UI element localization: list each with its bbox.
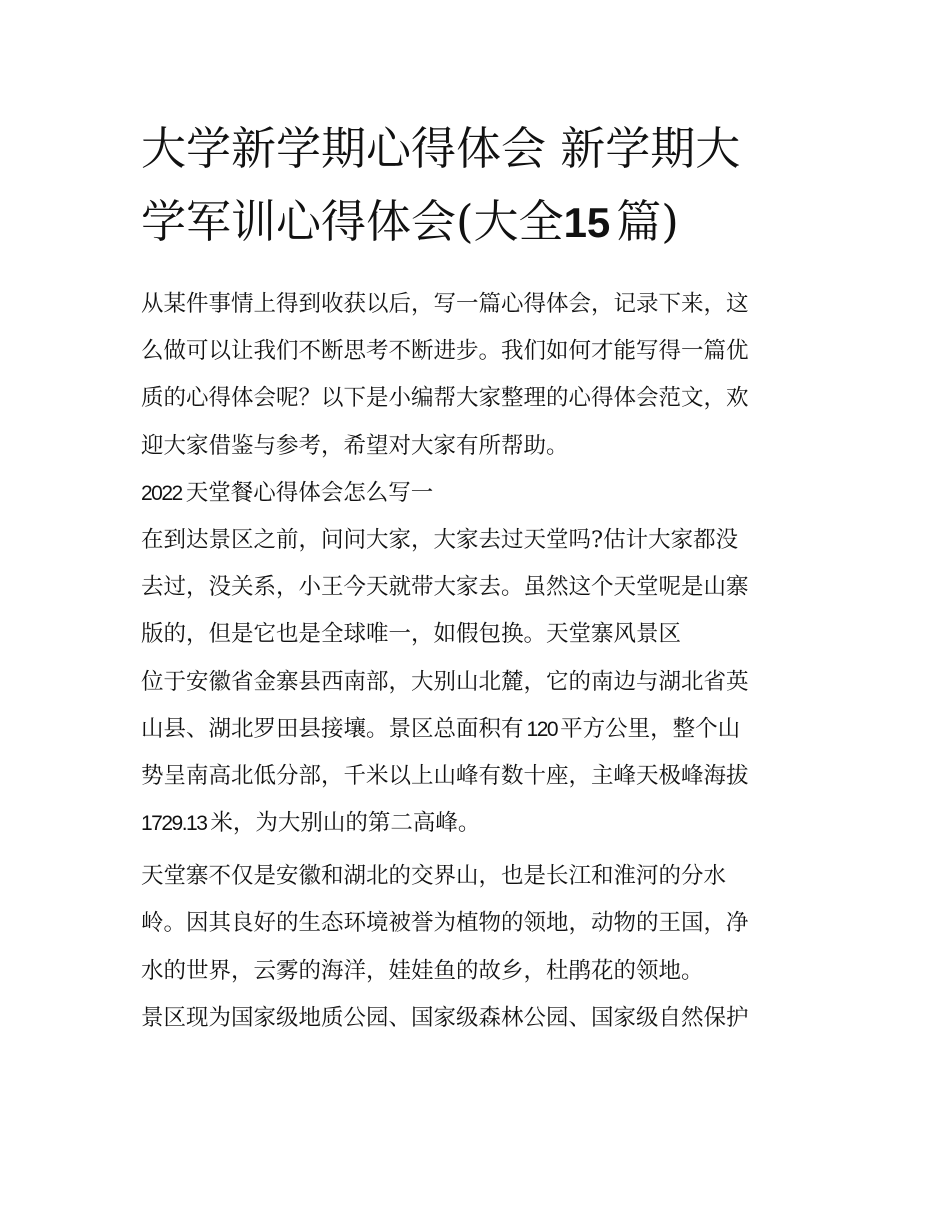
document-body — [141, 281, 816, 1042]
text-line: 水的世界，云雾的海洋，娃娃鱼的故乡，杜鹃花的领地。 — [141, 957, 704, 984]
title-text-a: 学军训心得体会(大全 — [141, 195, 564, 248]
text-line: 位于安徽省金寨县西南部，大别山北麓，它的南边与湖北省英 — [141, 668, 749, 695]
intro-paragraph — [141, 281, 816, 470]
text-line: 岭。因其良好的生态环境被誉为植物的领地，动物的王国，净 — [141, 910, 749, 937]
paragraph — [141, 853, 816, 995]
paragraph — [141, 517, 816, 659]
text-line: 迎大家借鉴与参考，希望对大家有所帮助。 — [141, 432, 569, 459]
text-line: 势呈南高北低分部，千米以上山峰有数十座，主峰天极峰海拔 — [141, 762, 749, 789]
title-line-1: 大学新学期心得体会 新学期大 — [141, 122, 741, 175]
text-line: 么做可以让我们不断思考不断进步。我们如何才能写得一篇优 — [141, 338, 749, 365]
text-line: 在到达景区之前，问问大家，大家去过天堂吗?估计大家都没 — [141, 526, 739, 553]
text-segment: 平方公里，整个山 — [560, 715, 741, 742]
text-line: 天堂寨不仅是安徽和湖北的交界山，也是长江和淮河的分水 — [141, 863, 727, 890]
text-line — [141, 800, 816, 847]
document-title — [141, 112, 816, 258]
text-line: 从某件事情上得到收获以后，写一篇心得体会，记录下来，这 — [141, 291, 749, 317]
text-line: 去过，没关系，小王今天就带大家去。虽然这个天堂呢是山寨 — [141, 574, 749, 601]
title-line-2 — [141, 185, 816, 258]
text-segment: 山县、湖北罗田县接壤。景区总面积有 — [141, 715, 524, 742]
title-text-b: 篇) — [616, 195, 679, 248]
text-line — [141, 706, 816, 753]
text-segment: 米，为大别山的第二高峰。 — [210, 810, 481, 837]
section-heading — [141, 470, 816, 517]
title-number: 15 — [563, 199, 611, 246]
heading-text: 天堂餐心得体会怎么写一 — [185, 479, 434, 506]
paragraph — [141, 995, 816, 1042]
document-page — [141, 112, 816, 1042]
area-number: 120 — [526, 717, 558, 741]
text-line: 景区现为国家级地质公园、国家级森林公园、国家级自然保护 — [141, 1004, 749, 1031]
paragraph — [141, 659, 816, 848]
altitude-number: 1729.13 — [141, 812, 207, 836]
text-line: 版的，但是它也是全球唯一，如假包换。天堂寨风景区 — [141, 621, 682, 648]
text-line: 质的心得体会呢？以下是小编帮大家整理的心得体会范文，欢 — [141, 385, 749, 412]
heading-year: 2022 — [141, 481, 182, 505]
